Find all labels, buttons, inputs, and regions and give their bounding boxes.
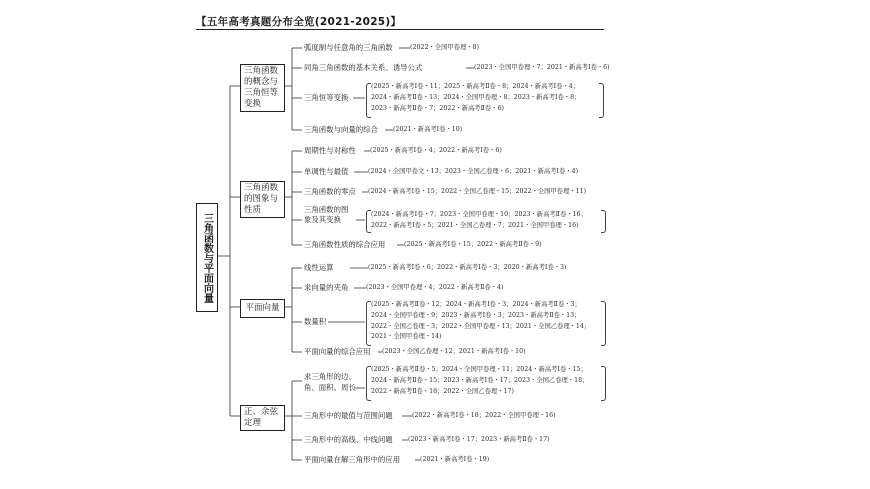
item-triangle-solve-line2: 角、面积、周长 [304, 383, 356, 392]
item-monotonicity-source: (2024・全国甲卷文・13；2023・全国乙卷理・6；2021・新高考Ⅰ卷・4) [368, 168, 579, 175]
item-triangle-solve-source-1: (2025・新高考Ⅱ卷・5；2024・全国甲卷理・11；2024・新高考Ⅰ卷・15； [371, 366, 587, 373]
item-trig-vector: 三角函数与向量的综合 [304, 125, 378, 134]
item-linear-ops: 线性运算 [304, 263, 334, 272]
brace [601, 366, 606, 401]
category-trig-graphs: 三角函数的图象与性质 [240, 181, 285, 218]
root-topic: 三角函数与平面向量 [196, 203, 218, 312]
item-trig-transform-source-1: (2025・新高考Ⅰ卷・11；2025・新高考Ⅱ卷・8；2024・新高考Ⅰ卷・4； [371, 83, 580, 90]
item-triangle-solve-line1: 求三角形的边、 [304, 372, 356, 381]
brace [599, 83, 604, 118]
item-trig-identities: 同角三角函数的基本关系、诱导公式 [304, 63, 423, 72]
header-bracket-close: 】 [390, 15, 402, 28]
brace [601, 210, 606, 233]
item-graph-transform-line1: 三角函数的图 [304, 205, 349, 214]
category-sine-cosine-law: 正、余弦定理 [240, 405, 285, 431]
item-triangle-solve-source-3: 2022・新高考Ⅱ卷・18；2022・全国乙卷理・17) [371, 388, 514, 395]
item-triangle-solve-source-2: 2024・新高考Ⅱ卷・15；2023・新高考Ⅰ卷・17；2023・全国乙卷理・18； [371, 377, 589, 384]
item-dot-product-source-1: (2025・新高考Ⅱ卷・12；2024・新高考Ⅰ卷・3；2024・新高考Ⅱ卷・3； [371, 301, 581, 308]
item-radian: 弧度制与任意角的三角函数 [304, 43, 393, 52]
item-radian-source: (2022・全国甲卷理・8) [410, 44, 480, 51]
brace [601, 301, 606, 346]
item-graph-transform-line2: 象及其变换 [304, 215, 341, 224]
item-trig-vector-source: (2021・新高考Ⅰ卷・10) [393, 126, 463, 133]
item-periodicity-source: (2025・新高考Ⅰ卷・4；2022・新高考Ⅰ卷・6) [370, 147, 502, 154]
item-trig-identities-source: (2023・全国甲卷理・7；2021・新高考Ⅰ卷・6) [474, 64, 610, 71]
category-plane-vectors: 平面向量 [240, 299, 285, 318]
header-bracket-open: 【 [196, 15, 207, 28]
item-trig-properties-source: (2025・新高考Ⅰ卷・15；2022・新高考Ⅱ卷・9) [404, 241, 542, 248]
item-dot-product-source-2: 2024・全国甲卷理・9；2023・新高考Ⅰ卷・3；2023・新高考Ⅱ卷・13； [371, 312, 581, 319]
item-vector-angle-source: (2023・全国甲卷理・4；2022・新高考Ⅱ卷・4) [366, 284, 504, 291]
item-trig-properties: 三角函数性质的综合应用 [304, 240, 386, 249]
item-vector-angle: 求向量的夹角 [304, 283, 349, 292]
item-vector-application: 平面向量的综合应用 [304, 347, 371, 356]
item-vector-in-triangle: 平面向量在解三角形中的应用 [304, 455, 401, 464]
item-periodicity: 周期性与对称性 [304, 146, 356, 155]
item-triangle-median-source: (2023・新高考Ⅰ卷・17；2023・新高考Ⅱ卷・17) [408, 436, 550, 443]
header-title-text: 五年高考真题分布全览(2021-2025) [206, 15, 391, 28]
item-vector-in-triangle-source: (2021・新高考Ⅰ卷・19) [420, 456, 490, 463]
item-graph-transform-source-1: (2024・新高考Ⅰ卷・7；2023・全国甲卷理・10；2023・新高考Ⅱ卷・16； [371, 211, 587, 218]
item-dot-product: 数量积 [304, 317, 327, 326]
item-zeros: 三角函数的零点 [304, 187, 356, 196]
item-triangle-extremes-source: (2022・新高考Ⅰ卷・18；2022・全国甲卷理・16) [412, 412, 556, 419]
item-dot-product-source-3: 2022・全国乙卷理・3；2022・全国甲卷理・13；2021・全国乙卷理・14； [371, 323, 591, 330]
item-zeros-source: (2024・新高考Ⅰ卷・15；2022・全国乙卷理・15；2022・全国甲卷理・11) [368, 188, 587, 195]
category-trig-concepts: 三角函数的概念与三角恒等变换 [240, 64, 285, 112]
item-triangle-median: 三角形中的高线、中线问题 [304, 435, 393, 444]
item-triangle-extremes: 三角形中的最值与范围问题 [304, 411, 393, 420]
item-graph-transform-source-2: 2022・新高考Ⅰ卷・5；2021・全国乙卷理・7；2021・全国甲卷理・16) [371, 222, 579, 229]
item-trig-transform: 三角恒等变换 [304, 93, 349, 102]
item-dot-product-source-4: 2021・全国甲卷理・14) [371, 333, 442, 340]
item-trig-transform-source-3: 2023・新高考Ⅱ卷・7；2022・新高考Ⅱ卷・6) [371, 105, 504, 112]
item-trig-transform-source-2: 2024・新高考Ⅱ卷・13；2024・全国甲卷理・8；2023・新高考Ⅰ卷・8； [371, 94, 581, 101]
item-linear-ops-source: (2025・新高考Ⅰ卷・6；2022・新高考Ⅰ卷・3；2020・新高考Ⅰ卷・3) [368, 264, 567, 271]
item-vector-application-source: (2023・全国乙卷理・12；2021・新高考Ⅰ卷・10) [382, 348, 526, 355]
item-monotonicity: 单调性与最值 [304, 167, 349, 176]
